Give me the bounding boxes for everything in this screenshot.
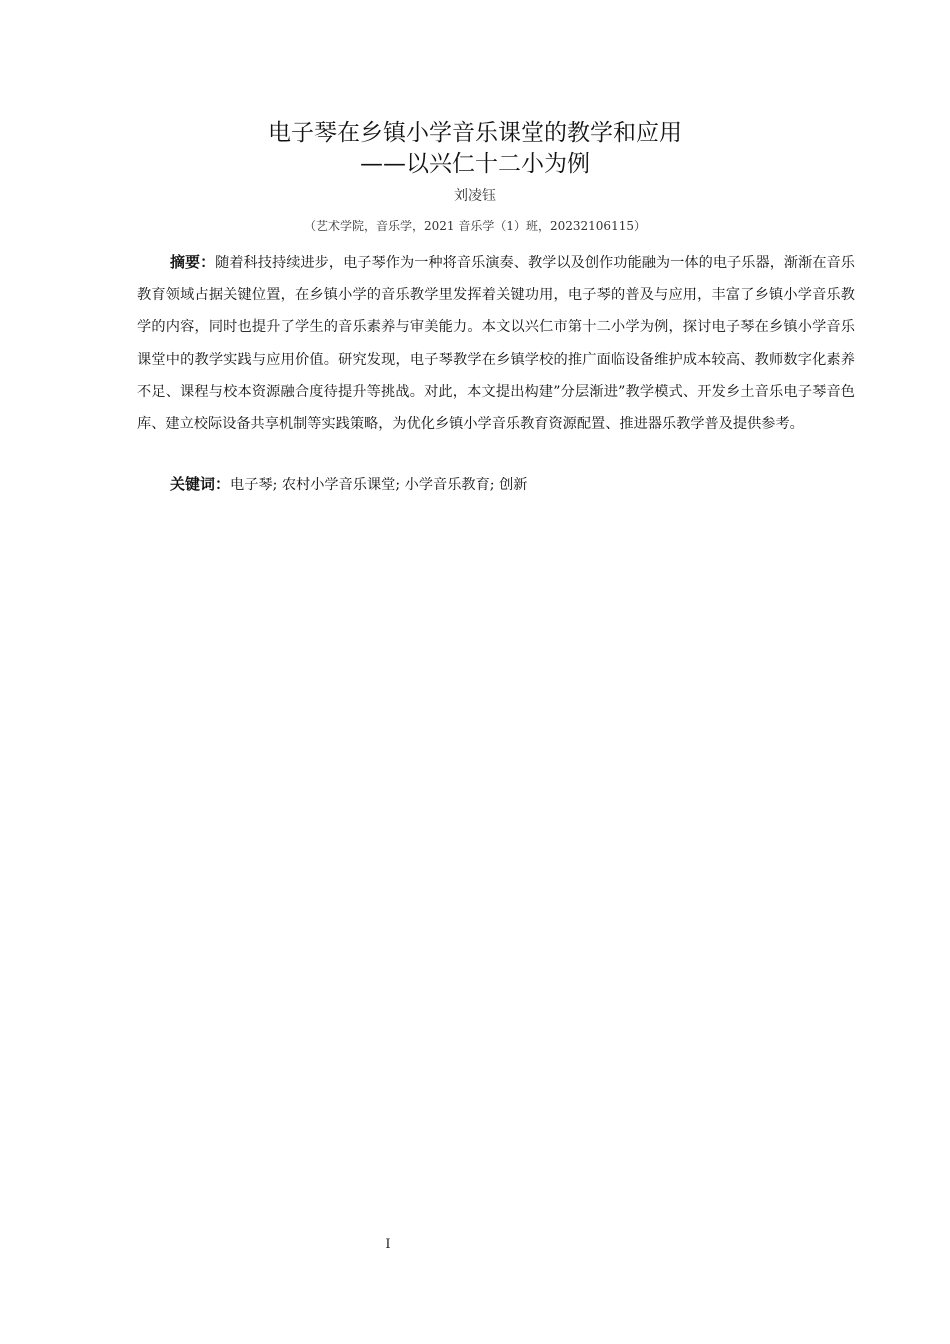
author-name: 刘凌钰 bbox=[454, 188, 496, 204]
keywords-label: 关键词： bbox=[170, 475, 231, 493]
keywords-text: 电子琴; 农村小学音乐课堂; 小学音乐教育; 创新 bbox=[230, 477, 528, 493]
paper-subtitle: ——以兴仁十二小为例 bbox=[360, 151, 590, 177]
keywords-line bbox=[170, 468, 860, 501]
abstract-text: 随着科技持续进步，电子琴作为一种将音乐演奏、教学以及创作功能融为一体的电子乐器，渐渐在音乐教育领域占据关键位置，在乡镇小学的音乐教学里发挥着关键功用，电子琴的普及与应用，丰富了乡镇小学音乐教学的内容，同时也提升了学生的音乐素养与审美能力。本文以兴仁市第十二小学为例，探讨电子琴在乡镇小学音乐课堂中的教学实践与应用价值。研究发现，电子琴教学在乡镇学校的推广面临设备维护成本较高、教师数字化素养不足、课程与校本资源融合度待提升等挑战。对此，本文提出构建”分层渐进”教学模式、开发乡土音乐电子琴音色库、建立校际设备共享机制等实践策略，为优化乡镇小学音乐教育资源配置、推进器乐教学普及提供参考。 bbox=[137, 255, 855, 433]
page-number: I bbox=[385, 1237, 391, 1252]
abstract-paragraph bbox=[137, 246, 855, 440]
abstract-label: 摘要： bbox=[170, 253, 216, 271]
paper-title: 电子琴在乡镇小学音乐课堂的教学和应用 bbox=[268, 120, 682, 146]
author-affiliation: （艺术学院，音乐学，2021 音乐学（1）班，20232106115） bbox=[304, 219, 646, 233]
